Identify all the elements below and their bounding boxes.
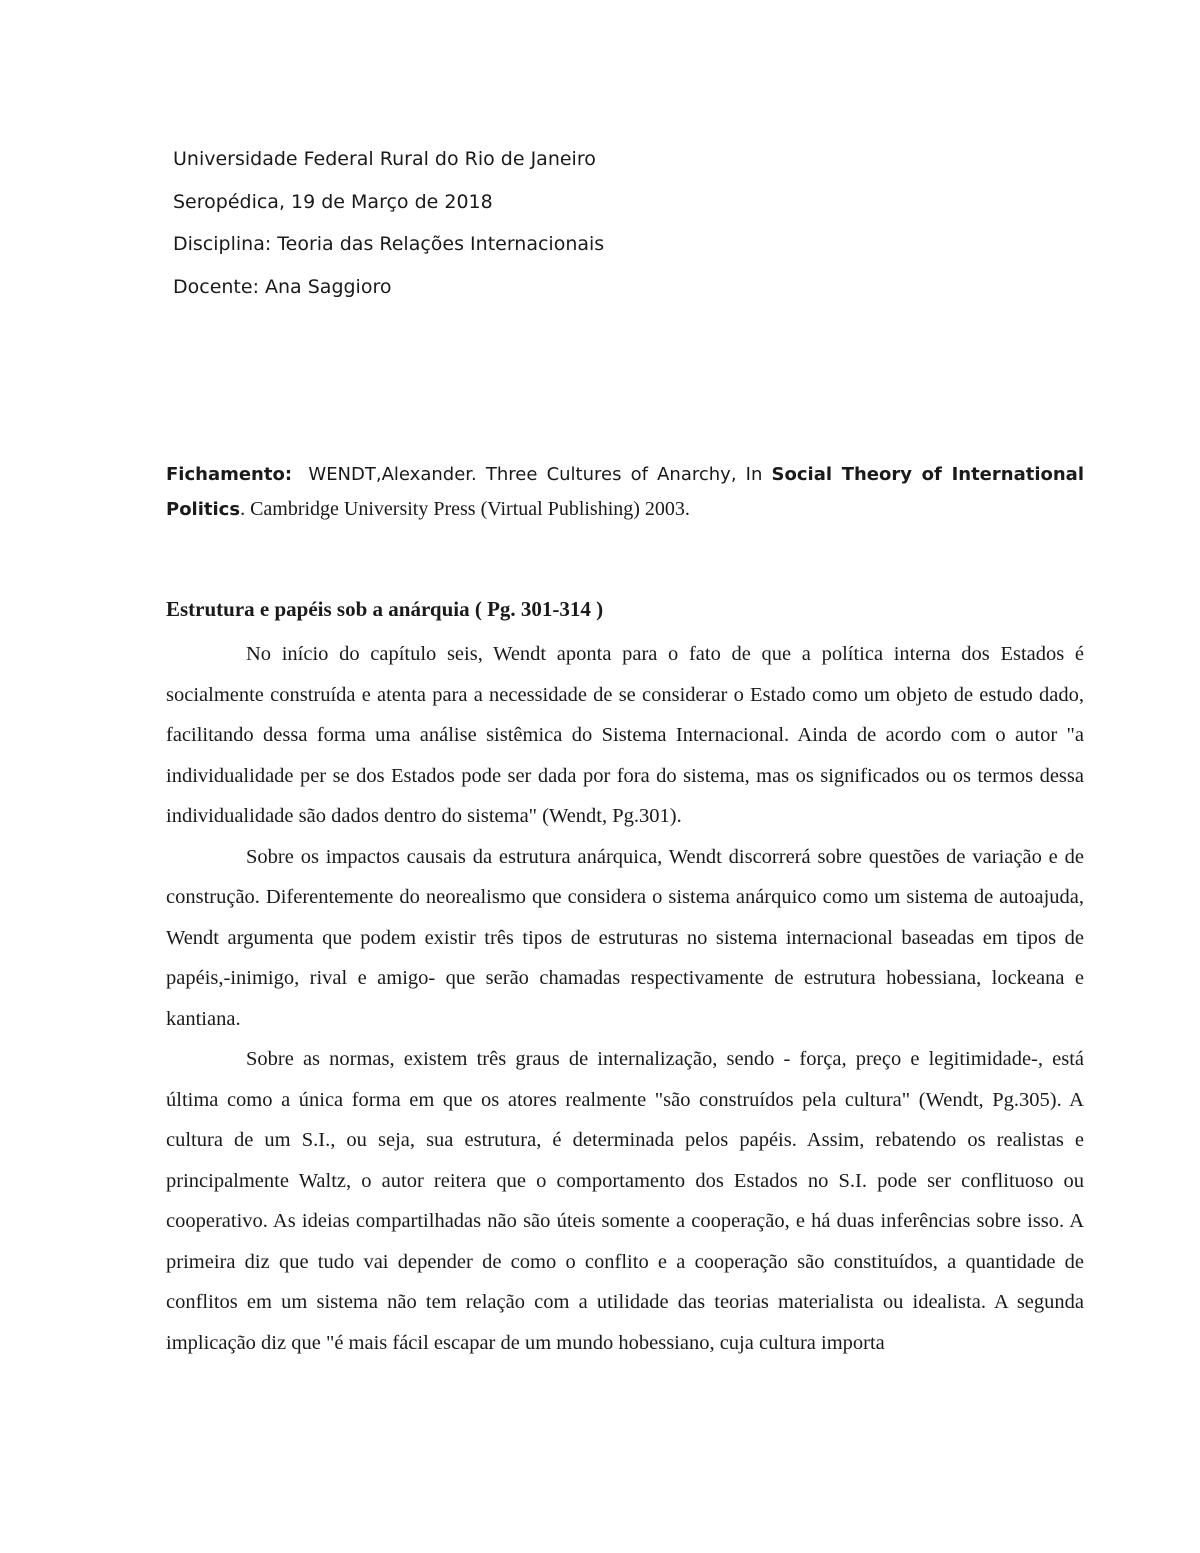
discipline-line: Disciplina: Teoria das Relações Internacionais (173, 233, 605, 255)
paragraph: Sobre os impactos causais da estrutura anárquica, Wendt discorrerá sobre questões de variação e de construção. Diferentemente do neorealismo que considera o sistema anárquico como um sistema de autoajuda, Wendt argumenta que podem existir três tipos de estruturas no sistema internacional baseadas em tipos de papéis,-inimigo, rival e amigo- que serão chamadas respectivamente de estrutura hobessiana, lockeana e kantiana. (166, 845, 1084, 1030)
paragraph: No início do capítulo seis, Wendt aponta para o fato de que a política interna dos Estados é socialmente construída e atenta para a necessidade de se considerar o Estado como um objeto de estudo dado, facilitando dessa forma uma análise sistêmica do Sistema Internacional. Ainda de acordo com o autor "a individualidade per se dos Estados pode ser dada por fora do sistema, mas os significados ou os termos dessa individualidade são dados dentro do sistema" (Wendt, Pg.301). (166, 643, 1084, 827)
citation-book-title: Social Theory of International Politics (166, 464, 1084, 520)
section-title: Estrutura e papéis sob a anárquia ( Pg. 301-314 ) (166, 597, 604, 621)
section-body (166, 634, 1084, 1363)
teacher-line: Docente: Ana Saggioro (173, 275, 392, 298)
place-date-line: Seropédica, 19 de Março de 2018 (173, 190, 493, 213)
citation-author-title: WENDT,Alexander. Three Cultures of Anarchy, In (308, 464, 772, 485)
citation-label: Fichamento: (166, 464, 293, 485)
document-header (173, 138, 604, 308)
citation-publisher: . Cambridge University Press (Virtual Publishing) 2003. (240, 498, 690, 520)
institution-line: Universidade Federal Rural do Rio de Janeiro (173, 148, 596, 170)
bibliographic-citation (166, 458, 1084, 527)
paragraph: Sobre as normas, existem três graus de internalização, sendo - força, preço e legitimidade-, está última como a única forma em que os atores realmente "são construídos pela cultura" (Wendt, Pg.305). A cultura de um S.I., ou seja, sua estrutura, é determinada pelos papéis. Assim, rebatendo os realistas e principalmente Waltz, o autor reitera que o comportamento dos Estados no S.I. pode ser conflituoso ou cooperativo. As ideias compartilhadas não são úteis somente a cooperação, e há duas inferências sobre isso. A primeira diz que tudo vai depender de como o conflito e a cooperação são constituídos, a quantidade de conflitos em um sistema não tem relação com a utilidade das teorias materialista ou idealista. A segunda implicação diz que "é mais fácil escapar de um mundo hobessiano, cuja cultura importa (166, 1048, 1084, 1354)
